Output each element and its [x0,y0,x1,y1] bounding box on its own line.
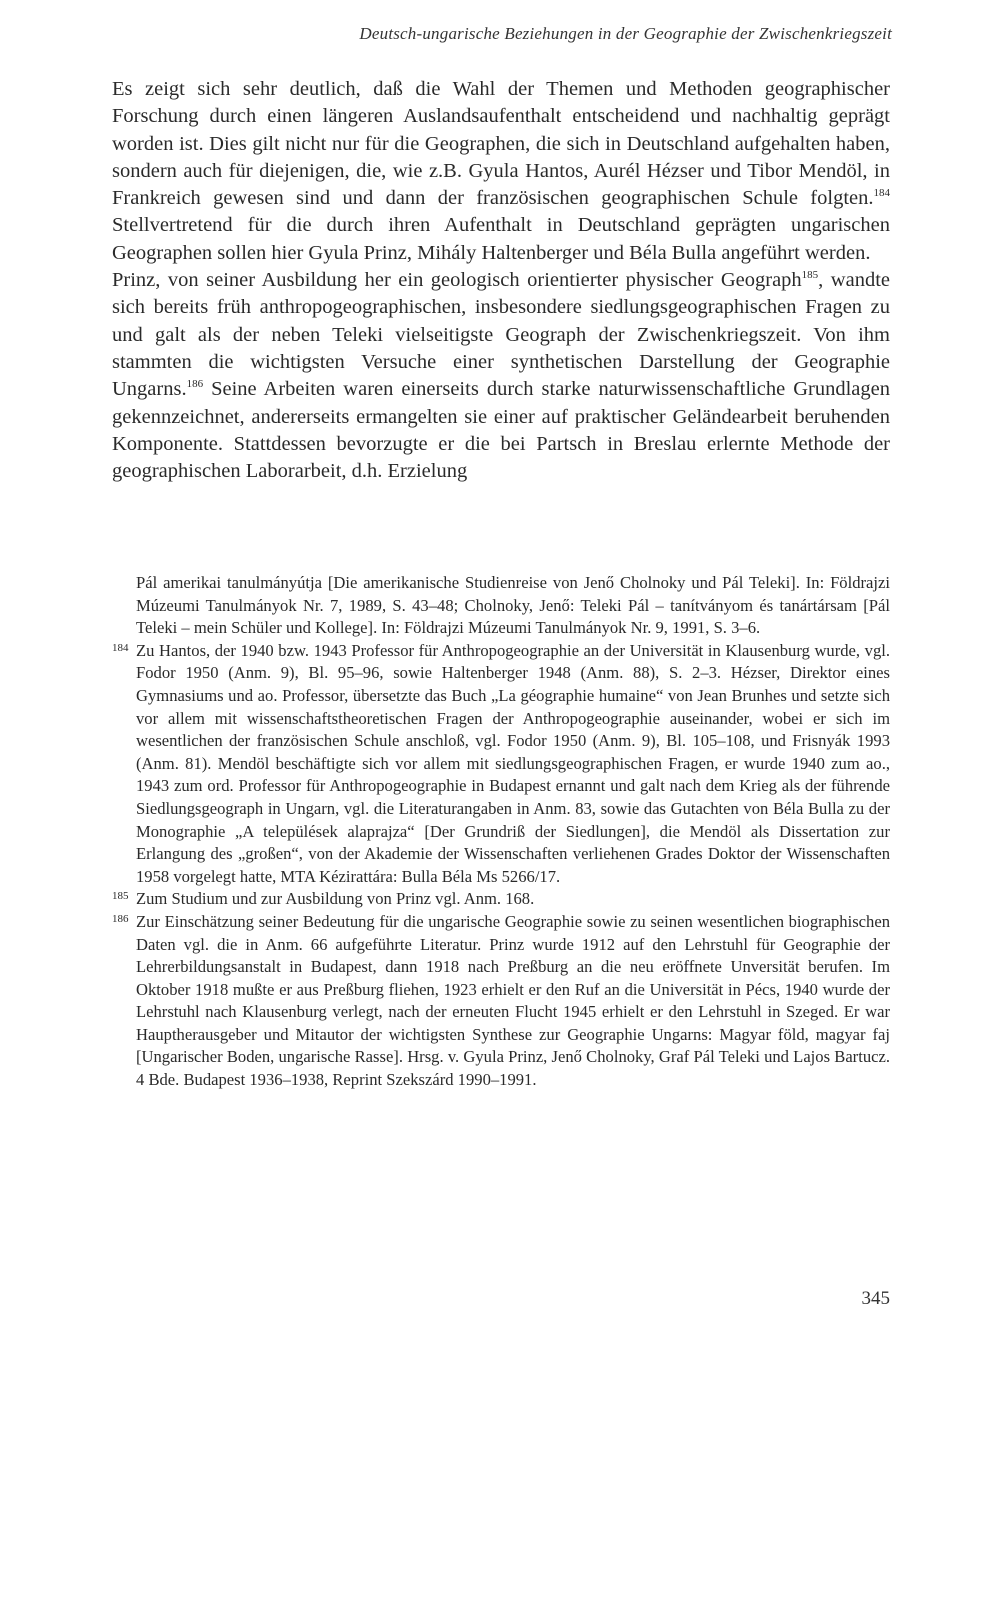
footnote-reference[interactable]: 186 [186,378,204,391]
paragraph-text: Stellvertretend für die durch ihren Aufenthalt in Deutschland geprägten ungarischen Geographen sollen hier Gyula Prinz, Mihály Haltenberger und Béla Bulla angeführt werden. [112,214,890,264]
footnote-186 [112,911,890,1092]
footnote-number: 184 [112,641,129,654]
footnote-number: 186 [112,912,129,925]
paragraph-text: Seine Arbeiten waren einerseits durch starke naturwissenschaftliche Grundlagen gekennzeichnet, andererseits ermangelten sie einer auf praktischer Geländearbeit beruhenden Komponente. Stattdessen bevorzugte er die bei Partsch in Breslau erlernte Methode der geographischen Laborarbeit, d.h. Erzielung [112,378,890,483]
footnote-184 [112,640,890,889]
footnotes-section [112,572,890,1092]
footnote-text: Zum Studium und zur Ausbildung von Prinz vgl. Anm. 168. [136,889,535,909]
footnote-text: Zu Hantos, der 1940 bzw. 1943 Professor für Anthropogeographie an der Universität in Klausenburg wurde, vgl. Fodor 1950 (Anm. 9), Bl. 95–96, sowie Haltenberger 1948 (Anm. 88), S. 2–3. Hézser, Direktor eines Gymnasiums und ao. Professor, übersetzte das Buch „La géographie humaine“ von Jean Brunhes und setzte sich vor allem mit wissenschaftstheoretischen Fragen der Anthropogeographie auseinander, wobei er sich im wesentlichen der französischen Schule anschloß, vgl. Fodor 1950 (Anm. 9), Bl. 105–108, und Frisnyák 1993 (Anm. 81). Mendöl beschäftigte sich vor allem mit siedlungsgeographischen Fragen, er wurde 1940 zum ao., 1943 zum ord. Professor für Anthropogeographie in Budapest ernannt und galt nach dem Krieg als der führende Siedlungsgeograph in Ungarn, vgl. die Literaturangaben in Anm. 83, sowie das Gutachten von Béla Bulla zu der Monographie „A települések alaprajza“ [Der Grundriß der Siedlungen], die Mendöl als Dissertation zur Erlangung des „großen“, von der Akademie der Wissenschaften verliehenen Grades Doktor der Wissenschaften 1958 vorgelegt hatte, MTA Kézirattára: Bulla Béla Ms 5266/17. [136,640,890,886]
paragraph-text: Es zeigt sich sehr deutlich, daß die Wahl der Themen und Methoden geographischer Forschung durch einen längeren Auslandsaufenthalt entscheidend und nachhaltig geprägt worden ist. Dies gilt nicht nur für die Geographen, die sich in Deutschland aufgehalten haben, sondern auch für diejenigen, die, wie z.B. Gyula Hantos, Aurél Hézser und Tibor Mendöl, in Frankreich gewesen sind und dann der französischen geographischen Schule folgten. [112,78,890,210]
paragraph-text: Prinz, von seiner Ausbildung her ein geologisch orientierter physischer Geograph [112,269,802,292]
paragraph [112,76,890,267]
paragraph [112,267,890,485]
footnote-reference[interactable]: 185 [801,269,819,282]
page-number: 345 [861,1288,890,1309]
footnote-185 [112,888,890,911]
paragraph-text: , wandte sich bereits früh anthropogeographischen, insbesondere siedlungsgeographischen Fragen zu und galt als der neben Teleki vielseitigste Geograph der Zwischenkriegszeit. Von ihm stammten die wichtigsten Versuche einer synthetischen Darstellung der Geographie Ungarns. [112,269,890,401]
main-text [112,76,890,485]
footnote-reference[interactable]: 184 [873,187,890,200]
footnote-text: Pál amerikai tanulmányútja [Die amerikanische Studienreise von Jenő Cholnoky und Pál Teleki]. In: Földrajzi Múzeumi Tanulmányok Nr. 7, 1989, S. 43–48; Cholnoky, Jenő: Teleki Pál – tanítványom és tanártársam [Pál Teleki – mein Schüler und Kollege]. In: Földrajzi Múzeumi Tanulmányok Nr. 9, 1991, S. 3–6. [136,573,890,638]
footnote-continuation [112,572,890,640]
footnote-number: 185 [112,890,129,903]
footnote-text: Zur Einschätzung seiner Bedeutung für die ungarische Geographie sowie zu seinen wesentlichen biographischen Daten vgl. die in Anm. 66 aufgeführte Literatur. Prinz wurde 1912 auf den Lehrstuhl für Geographie der Lehrerbildungsanstalt in Budapest, dann 1918 nach Preßburg an die neu eröffnete Unversität berufen. Im Oktober 1918 mußte er aus Preßburg fliehen, 1923 erhielt er den Ruf an die Universität in Pécs, 1940 wurde der Lehrstuhl nach Klausenburg verlegt, nach der erneuten Flucht 1945 erhielt er den Lehrstuhl in Szeged. Er war Hauptherausgeber und Mitautor der wichtigsten Synthese zur Geographie Ungarns: Magyar föld, magyar faj [Ungarischer Boden, ungarische Rasse]. Hrsg. v. Gyula Prinz, Jenő Cholnoky, Graf Pál Teleki und Lajos Bartucz. 4 Bde. Budapest 1936–1938, Reprint Szekszárd 1990–1991. [136,911,890,1090]
running-header: Deutsch-ungarische Beziehungen in der Geographie der Zwischenkriegszeit [359,24,892,43]
